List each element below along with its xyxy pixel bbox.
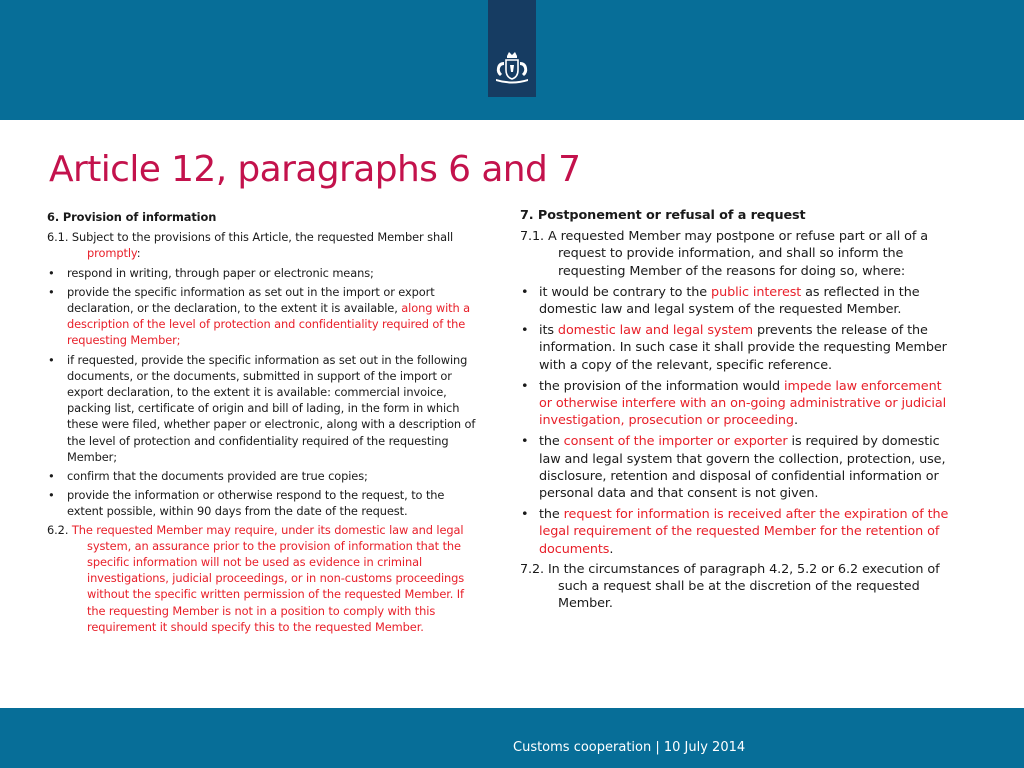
highlight-text: along with a description of the level of protection and confidentiality required of the requesting Member; bbox=[67, 301, 471, 348]
page-title: Article 12, paragraphs 6 and 7 bbox=[49, 149, 581, 190]
text-span: the bbox=[539, 434, 564, 450]
text-span: provide the information or otherwise respond to the request, to the extent possible, within 90 days from the date of the request. bbox=[67, 488, 445, 519]
text-span: 6.1. Subject to the provisions of this Article, the requested Member shall bbox=[47, 230, 454, 245]
paragraph: 7.1. A requested Member may postpone or refuse part or all of a request to provide information, and shall so inform the requesting Member of the reasons for doing so, where: bbox=[520, 229, 928, 279]
footer-band bbox=[0, 708, 1024, 768]
coat-of-arms-icon bbox=[490, 50, 534, 86]
list-item bbox=[520, 284, 952, 318]
highlight-text: promptly bbox=[87, 246, 137, 261]
bullet-list bbox=[520, 284, 952, 558]
text-span: the bbox=[539, 507, 564, 523]
text-span: the provision of the information would bbox=[539, 378, 785, 394]
list-item bbox=[520, 433, 952, 502]
list-item bbox=[47, 265, 483, 281]
text-span: as reflected in the domestic law and legal system of the requested Member. bbox=[539, 284, 920, 318]
list-item bbox=[47, 468, 483, 484]
list-item bbox=[520, 378, 952, 430]
list-item bbox=[47, 284, 483, 349]
bullet-icon: • bbox=[48, 265, 55, 280]
section-heading: 7. Postponement or refusal of a request bbox=[520, 208, 806, 223]
section-heading: 6. Provision of information bbox=[47, 210, 217, 224]
list-item bbox=[47, 352, 483, 465]
text-span: confirm that the documents provided are true copies; bbox=[67, 469, 368, 484]
text-span: if requested, provide the specific information as set out in the following documents, or the documents, submitted in support of the import or export declaration, to the extent it is available: commercial invoice, packing list, certificate of origin and bill of lading, in the form in which these were filed, whether paper or electronic, along with a description of the level of protection and confidentiality required of the requesting Member; bbox=[67, 352, 476, 464]
logo-box bbox=[488, 0, 536, 97]
text-span: prevents the release of the information. In such case it shall provide the requesting Member with a copy of the relevant, specific reference. bbox=[539, 323, 947, 373]
paragraph bbox=[47, 522, 483, 635]
text-span: it would be contrary to the bbox=[539, 284, 712, 300]
bullet-list bbox=[47, 265, 483, 520]
text-span: is required by domestic law and legal system that govern the collection, protection, use, disclosure, retention and disposal of confidential information or personal data and that consent is not given. bbox=[539, 434, 946, 502]
list-item bbox=[520, 322, 952, 374]
bullet-icon: • bbox=[521, 434, 529, 450]
bullet-icon: • bbox=[48, 469, 55, 484]
bullet-icon: • bbox=[48, 352, 55, 367]
paragraph: 7.2. In the circumstances of paragraph 4.2, 5.2 or 6.2 execution of such a request shall be at the discretion of the requested Member. bbox=[520, 561, 940, 612]
highlight-text: request for information is received after the expiration of the legal requirement of the requested Member for the retention of documents bbox=[539, 507, 949, 557]
bullet-icon: • bbox=[521, 284, 529, 300]
highlight-text: The requested Member may require, under its domestic law and legal system, an assurance prior to the provision of information that the specific information will not be used as evidence in criminal investigations, judicial proceedings, or in non-customs proceedings without the specific written permission of the requested Member. If the requesting Member is not in a position to comply with this requirement it should specify this to the requested Member. bbox=[71, 522, 465, 634]
list-item bbox=[47, 487, 483, 519]
text-span: respond in writing, through paper or electronic means; bbox=[67, 265, 374, 280]
text-span: its bbox=[539, 323, 558, 339]
highlight-text: domestic law and legal system bbox=[557, 323, 754, 339]
left-column bbox=[47, 209, 483, 635]
bullet-icon: • bbox=[48, 284, 55, 299]
highlight-text: impede law enforcement or otherwise interfere with an on-going administrative or judicial investigation, prosecution or proceeding bbox=[539, 378, 947, 429]
text-span: . bbox=[793, 413, 798, 429]
bullet-icon: • bbox=[48, 488, 55, 503]
text-span: provide the specific information as set out in the import or export declaration, or the declaration, to the extent it is available, bbox=[67, 284, 435, 316]
text-span: . bbox=[609, 541, 614, 557]
highlight-text: public interest bbox=[711, 284, 802, 300]
text-span: : bbox=[136, 246, 141, 261]
bullet-icon: • bbox=[521, 323, 529, 339]
text-span: 6.2. bbox=[47, 522, 72, 537]
bullet-icon: • bbox=[521, 507, 529, 523]
bullet-icon: • bbox=[521, 378, 529, 394]
list-item bbox=[520, 506, 952, 558]
paragraph bbox=[47, 229, 483, 261]
footer-text: Customs cooperation | 10 July 2014 bbox=[513, 740, 746, 755]
right-column bbox=[520, 207, 952, 612]
highlight-text: consent of the importer or exporter bbox=[563, 434, 788, 450]
